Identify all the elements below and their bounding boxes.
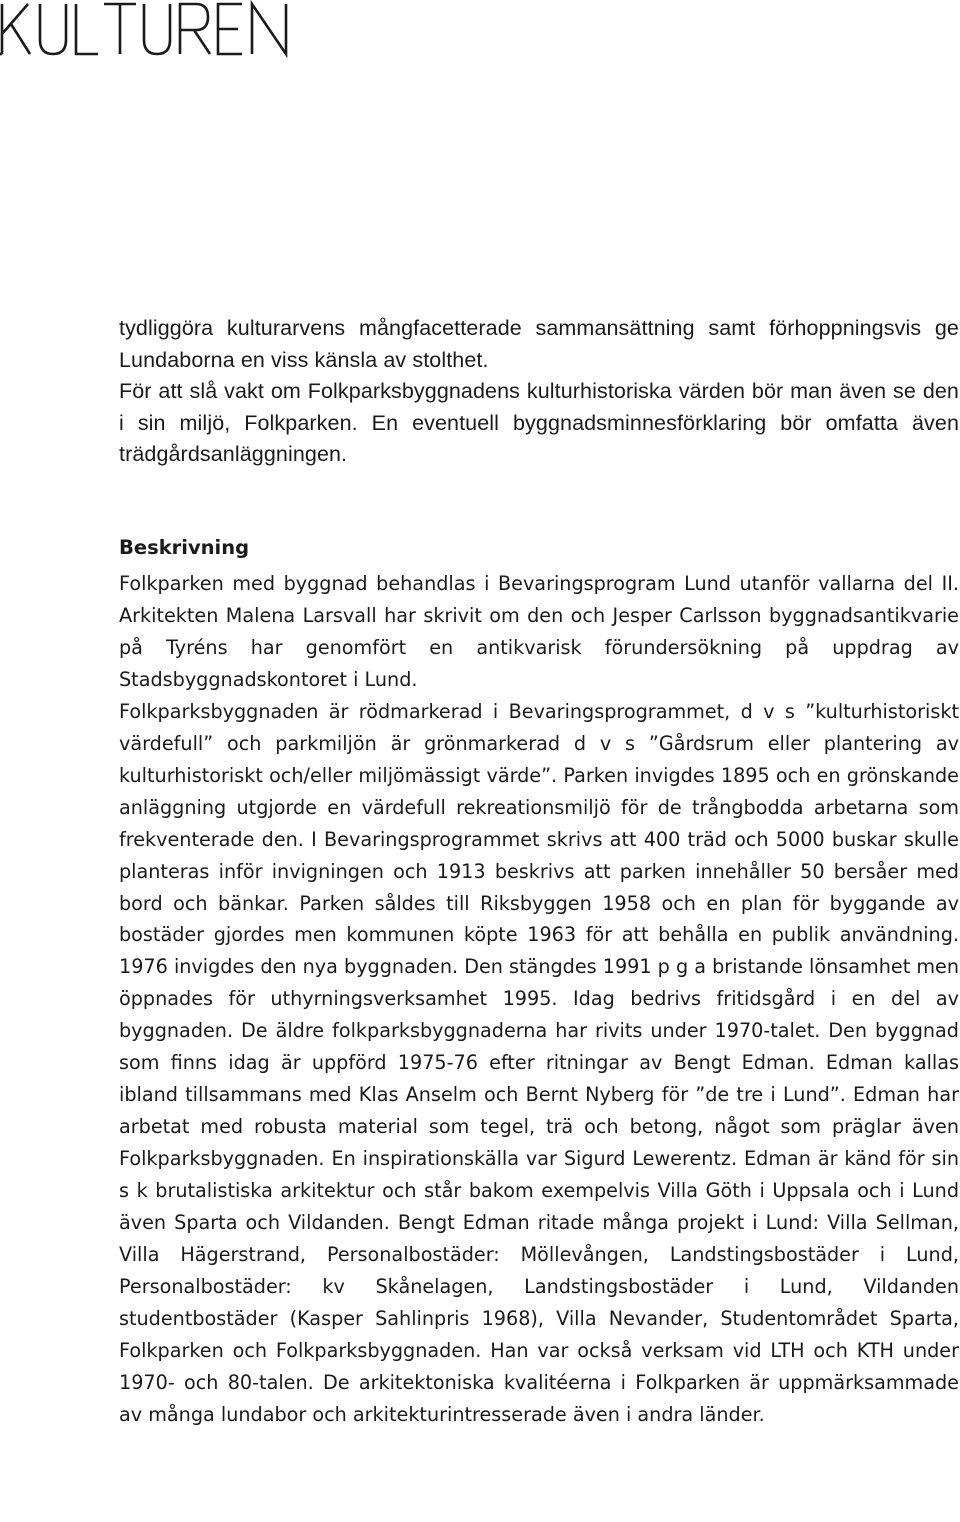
section-paragraph-1: Folkparken med byggnad behandlas i Bevaringsprogram Lund utanför vallarna del II. Arkitekten Malena Larsvall har skrivit om den och Jesper Carlsson byggnadsantikvarie på Tyréns har genomfört en antikvarisk förundersökning på uppdrag av Stadsbyggnadskontoret i Lund.: [119, 572, 959, 691]
section-body: [119, 568, 959, 1431]
intro-paragraph-2: För att slå vakt om Folkparksbyggnadens kulturhistoriska värden bör man även se den i sin miljö, Folkparken. En eventuell byggnadsminnesförklaring bör omfatta även trädgårdsanläggningen.: [119, 379, 959, 466]
kulturen-logo: [0, 0, 312, 60]
section-paragraph-2: Folkparksbyggnaden är rödmarkerad i Bevaringsprogrammet, d v s ”kulturhistoriskt värdefull” och parkmiljön är grönmarkerad d v s ”Gårdsrum eller plantering av kulturhistoriskt och/eller miljömässigt värde”. Parken invigdes 1895 och en grönskande anläggning utgjorde en värdefull rekreationsmiljö för de trångbodda arbetarna som frekventerade den. I Bevaringsprogrammet skrivs att 400 träd och 5000 buskar skulle planteras inför invigningen och 1913 beskrivs att parken innehåller 50 bersåer med bord och bänkar. Parken såldes till Riksbyggen 1958 och en plan för byggande av bostäder gjordes men kommunen köpte 1963 för att behålla en publik användning. 1976 invigdes den nya byggnaden. Den stängdes 1991 p g a bristande lönsamhet men öppnades för uthyrningsverksamhet 1995. Idag bedrivs fritidsgård i en del av byggnaden. De äldre folkparksbyggnaderna har rivits under 1970-talet. Den byggnad som finns idag är uppförd 1975-76 efter ritningar av Bengt Edman. Edman kallas ibland tillsammans med Klas Anselm och Bernt Nyberg för ”de tre i Lund”. Edman har arbetat med robusta material som tegel, trä och betong, något som präglar även Folkparksbyggnaden. En inspirationskälla var Sigurd Lewerentz. Edman är känd för sin s k brutalistiska arkitektur och står bakom exempelvis Villa Göth i Uppsala och i Lund även Sparta och Vildanden. Bengt Edman ritade många projekt i Lund: Villa Sellman, Villa Hägerstrand, Personalbostäder: Möllevången, Landstingsbostäder i Lund, Personalbostäder: kv Skånelagen, Landstingsbostäder i Lund, Vildanden studentbostäder (Kasper Sahlinpris 1968), Villa Nevander, Studentområdet Sparta, Folkparken och Folkparksbyggnaden. Han var också verksam vid LTH och KTH under 1970- och 80-talen. De arkitektoniska kvalitéerna i Folkparken är uppmärksammade av många lundabor och arkitekturintresserade även i andra länder.: [119, 699, 959, 1426]
intro-paragraph-1: tydliggöra kulturarvens mångfacetterade sammansättning samt förhoppningsvis ge Lundaborna en viss känsla av stolthet.: [119, 316, 959, 372]
intro-text: [119, 313, 959, 471]
section-heading: Beskrivning: [119, 536, 250, 559]
